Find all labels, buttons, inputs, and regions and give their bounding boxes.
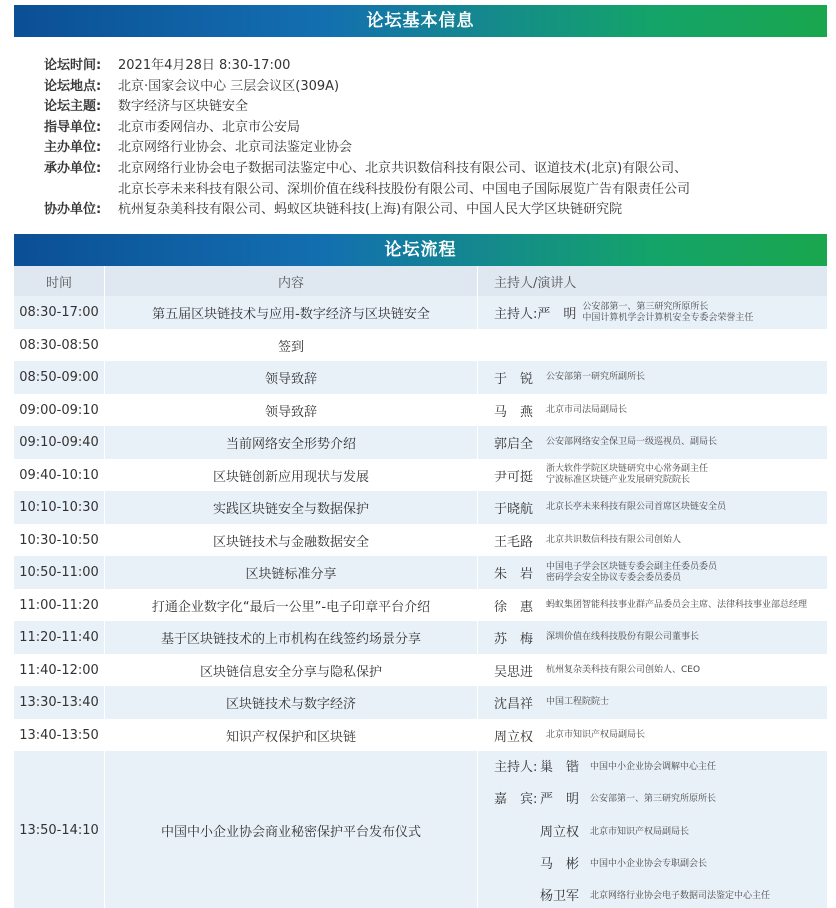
- speaker-title-line: 蚂蚁集团智能科技事业群产品委员会主席、法律科技事业部总经理: [546, 599, 808, 610]
- header-host: 主持人/演讲人: [494, 275, 577, 291]
- info-value: 杭州复杂美科技有限公司、蚂蚁区块链科技(上海)有限公司、中国人民大学区块链研究院: [118, 202, 623, 218]
- speaker-title: [546, 502, 726, 513]
- speaker-title: [582, 302, 753, 324]
- speaker-title: [546, 562, 717, 584]
- info-label: 论坛主题:: [44, 99, 102, 115]
- guest-name: 巢 锴: [540, 759, 580, 775]
- speaker-title-line: 北京共识数信科技有限公司创始人: [546, 534, 682, 545]
- row-content: 中国中小企业协会商业秘密保护平台发布仪式: [104, 751, 478, 908]
- speaker-title-line: 北京长亭未来科技有限公司首席区块链安全员: [546, 502, 727, 512]
- table-row: [14, 329, 827, 361]
- info-row-organizer: [44, 159, 690, 180]
- guest-role: 嘉 宾:: [494, 792, 538, 808]
- guest-title: 中国中小企业协会专职副会长: [590, 858, 708, 869]
- speaker-title: [546, 405, 627, 416]
- table-row: [14, 491, 827, 524]
- speaker-title-line: 公安部网络安全保卫局一级巡视员、副局长: [546, 437, 718, 447]
- info-value: 北京·国家会议中心 三层会议区(309A): [118, 78, 340, 94]
- guest-line: [494, 846, 707, 878]
- speaker-name: 郭启全: [494, 437, 534, 452]
- speaker-title-line: 宁波标准区块链产业发展研究院院长: [546, 475, 691, 485]
- row-host: [478, 726, 827, 745]
- row-content: 第五届区块链技术与应用-数字经济与区块链安全: [104, 296, 478, 329]
- info-label: 承办单位:: [44, 160, 102, 176]
- row-time: 13:40-13:50: [19, 727, 99, 743]
- row-content: 实践区块链安全与数据保护: [104, 491, 478, 524]
- speaker-name: 尹可挺: [494, 469, 534, 485]
- info-row-guide: [44, 118, 690, 139]
- table-row: [14, 556, 827, 589]
- table-row: [14, 621, 827, 654]
- row-time: 11:00-11:20: [19, 597, 99, 613]
- row-content: 当前网络安全形势介绍: [104, 426, 478, 459]
- info-row-organizer-cont: [44, 180, 690, 201]
- row-time: 09:00-09:10: [19, 402, 99, 418]
- row-host: [478, 562, 827, 584]
- section-title-agenda: 论坛流程: [14, 234, 827, 266]
- guest-role: 主持人:: [494, 759, 538, 775]
- speaker-title-line: 杭州复杂美科技有限公司创始人、CEO: [546, 664, 701, 675]
- speaker-name: 主持人:严 明: [494, 307, 577, 322]
- row-time: 09:40-10:10: [19, 467, 99, 483]
- speaker-name: 朱 岩: [494, 567, 534, 582]
- row-host: [478, 693, 827, 712]
- speaker-title-line: 北京市司法局副局长: [546, 404, 628, 415]
- row-host: [478, 401, 827, 420]
- header-time: 时间: [45, 275, 72, 291]
- row-host: [478, 531, 827, 550]
- row-time: 10:50-11:00: [19, 565, 99, 580]
- speaker-title-line: 密码学会安全协议专委会委员委员: [546, 572, 682, 583]
- speaker-title-line: 北京市知识产权局副局长: [546, 729, 646, 740]
- row-time: 13:50-14:10: [19, 822, 99, 838]
- row-time: 10:30-10:50: [19, 532, 99, 548]
- guest-name: 马 彬: [540, 856, 580, 872]
- guest-line: [494, 879, 770, 908]
- guest-line: [494, 749, 716, 781]
- info-row-host: [44, 138, 690, 159]
- table-header: [14, 266, 827, 296]
- speaker-title-line: 浙大软件学院区块链研究中心常务副主任: [546, 464, 709, 474]
- guest-name: 周立权: [540, 824, 580, 840]
- speaker-title: [546, 730, 645, 741]
- agenda-table: [14, 266, 827, 908]
- row-time: 11:20-11:40: [19, 630, 99, 645]
- speaker-name: 马 燕: [494, 404, 534, 420]
- info-row-co: [44, 200, 690, 221]
- forum-info: [44, 56, 690, 221]
- guest-title: 北京网络行业协会电子数据司法鉴定中心主任: [590, 891, 771, 902]
- guest-name: 杨卫军: [540, 889, 580, 905]
- guest-title: 公安部第一、第三研究所原所长: [590, 794, 717, 805]
- row-content: 区块链技术与数字经济: [104, 686, 478, 719]
- row-content: 基于区块链技术的上市机构在线签约场景分享: [104, 621, 478, 654]
- row-host: [478, 498, 827, 517]
- speaker-title: [546, 697, 609, 708]
- row-content: 打通企业数字化“最后一公里”-电子印章平台介绍: [104, 589, 478, 621]
- row-content: 区块链信息安全分享与隐私保护: [104, 654, 478, 686]
- header-content: 内容: [104, 266, 478, 296]
- section-title-basic-info: 论坛基本信息: [14, 5, 827, 37]
- row-content: 知识产权保护和区块链: [104, 719, 478, 751]
- speaker-title: [546, 535, 681, 546]
- info-label: 主办单位:: [44, 140, 102, 156]
- row-host: [478, 596, 827, 615]
- info-value: 北京网络行业协会电子数据司法鉴定中心、北京共识数信科技有限公司、讴道技术(北京)有限公司、: [118, 160, 688, 176]
- speaker-name: 王毛路: [494, 534, 534, 550]
- speaker-name: 周立权: [494, 729, 534, 745]
- row-content: 签到: [104, 329, 478, 361]
- table-row: [14, 296, 827, 329]
- row-host: [478, 749, 827, 908]
- info-label: 协办单位:: [44, 202, 102, 218]
- speaker-name: 于晓航: [494, 502, 534, 517]
- speaker-title: [546, 437, 717, 448]
- table-row: [14, 524, 827, 556]
- table-row: [14, 459, 827, 491]
- speaker-title-line: 公安部第一、第三研究所原所长: [582, 301, 709, 312]
- row-time: 11:40-12:00: [19, 662, 99, 678]
- row-host: [478, 433, 827, 452]
- speaker-title: [546, 464, 708, 486]
- speaker-title: [546, 372, 645, 383]
- info-value: 北京市委网信办、北京市公安局: [118, 119, 301, 135]
- info-row-theme: [44, 97, 690, 118]
- row-time: 08:30-17:00: [19, 305, 99, 320]
- info-label: 论坛地点:: [44, 78, 102, 94]
- speaker-name: 沈昌祥: [494, 697, 534, 712]
- info-label: 指导单位:: [44, 119, 102, 135]
- speaker-title: [546, 632, 699, 643]
- info-value: 北京网络行业协会、北京司法鉴定业协会: [118, 140, 353, 156]
- speaker-name: 徐 惠: [494, 599, 534, 615]
- info-row-time: [44, 56, 690, 77]
- table-row: [14, 361, 827, 394]
- speaker-title-line: 中国工程院院士: [546, 697, 610, 707]
- row-content: 区块链创新应用现状与发展: [104, 459, 478, 491]
- speaker-title: [546, 665, 700, 676]
- row-content: 区块链标准分享: [104, 556, 478, 589]
- row-time: 09:10-09:40: [19, 435, 99, 450]
- info-row-place: [44, 77, 690, 98]
- guest-name: 严 明: [540, 792, 580, 808]
- speaker-name: 于 锐: [494, 372, 534, 387]
- info-value: 数字经济与区块链安全: [118, 99, 249, 115]
- table-row: [14, 719, 827, 751]
- row-time: 08:50-09:00: [19, 370, 99, 385]
- guest-line: [494, 781, 716, 813]
- speaker-title-line: 中国电子学会区块链专委会副主任委员委员: [546, 561, 718, 572]
- table-row: [14, 654, 827, 686]
- row-content: 区块链技术与金融数据安全: [104, 524, 478, 556]
- row-host: [478, 368, 827, 387]
- row-content: 领导致辞: [104, 361, 478, 394]
- speaker-title: [546, 600, 807, 611]
- row-time: 08:30-08:50: [19, 337, 99, 353]
- row-host: [478, 628, 827, 647]
- table-row: [14, 426, 827, 459]
- row-host: [478, 302, 827, 324]
- speaker-title-line: 深圳价值在线科技股份有限公司董事长: [546, 632, 700, 642]
- speaker-name: 吴思进: [494, 664, 534, 680]
- info-value: 北京长亭未来科技有限公司、深圳价值在线科技股份有限公司、中国电子国际展览广告有限责任公司: [118, 181, 691, 197]
- row-host: [478, 464, 827, 486]
- guest-title: 北京市知识产权局副局长: [590, 826, 690, 837]
- table-row: [14, 686, 827, 719]
- row-content: 领导致辞: [104, 394, 478, 426]
- speaker-title-line: 公安部第一研究所副所长: [546, 372, 646, 382]
- table-row: [14, 751, 827, 908]
- guest-line: [494, 814, 689, 846]
- table-row: [14, 589, 827, 621]
- info-value: 2021年4月28日 8:30-17:00: [118, 58, 291, 73]
- info-label: 论坛时间:: [44, 58, 102, 73]
- table-row: [14, 394, 827, 426]
- row-time: 13:30-13:40: [19, 695, 99, 710]
- row-host: [478, 661, 827, 680]
- guest-title: 中国中小企业协会调解中心主任: [590, 761, 717, 772]
- row-time: 10:10-10:30: [19, 500, 99, 515]
- speaker-name: 苏 梅: [494, 632, 534, 647]
- speaker-title-line: 中国计算机学会计算机安全专委会荣誉主任: [582, 312, 754, 323]
